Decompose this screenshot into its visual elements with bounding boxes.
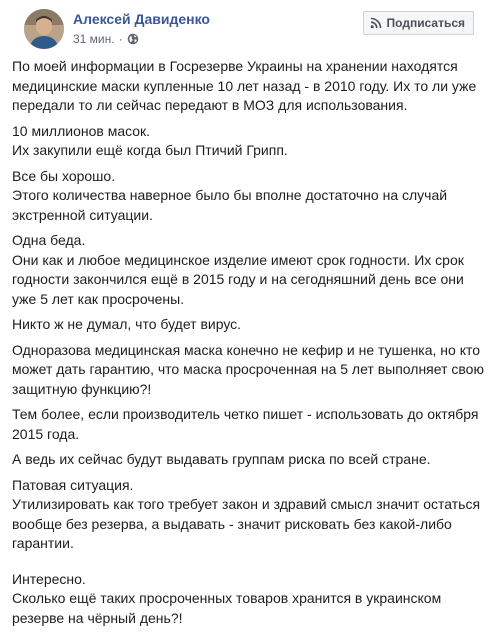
paragraph: По моей информации в Госрезерве Украины на хранении находятся медицинские маски купленные 10 лет назад - в 2010 году. Их то ли уже передали то ли сейчас передают в МОЗ для использования. xyxy=(12,58,477,113)
paragraph: Все бы хорошо. Этого количества наверное было бы вполне достаточно на случай экстренной ситуации. xyxy=(12,167,448,223)
author-name[interactable]: Алексей Давиденко xyxy=(73,11,210,27)
subscribe-button[interactable] xyxy=(363,11,474,35)
post-time[interactable]: 31 мин. xyxy=(73,32,115,46)
meta-separator: · xyxy=(118,32,123,46)
avatar[interactable] xyxy=(24,9,64,49)
paragraph: Патовая ситуация. Утилизировать как того требует закон и здравий смысл значит остаться вообще без резерва, а выдавать - значит рисковать без какой-либо гарантии. xyxy=(12,476,481,551)
post-meta xyxy=(73,32,139,46)
paragraph: Одноразова медицинская маска конечно не кефир и не тушенка, но кто может дать гарантию, что маска просроченная на 5 лет выполняет свою защитную функцию?! xyxy=(12,341,484,397)
paragraph: А ведь их сейчас будут выдавать группам риска по всей стране. xyxy=(12,451,431,467)
paragraph: 10 миллионов масок. Их закупили ещё когда был Птичий Грипп. xyxy=(12,122,288,158)
paragraph: Одна беда. Они как и любое медицинское изделие имеют срок годности. Их срок годности закончился ещё в 2015 году и на сегодняшний день все они уже 5 лет как просрочены. xyxy=(12,232,464,307)
post-header xyxy=(12,0,486,56)
globe-icon[interactable] xyxy=(127,33,139,45)
paragraph: Тем более, если производитель четко пишет - использовать до октября 2015 года. xyxy=(12,406,479,442)
rss-icon xyxy=(370,17,382,29)
paragraph: Интересно. Сколько ещё таких просроченных товаров хранится в украинском резерве на чёрный день?! xyxy=(12,570,442,626)
paragraph: Никто ж не думал, что будет вирус. xyxy=(12,316,242,332)
post-text xyxy=(12,57,488,634)
subscribe-label: Подписаться xyxy=(386,16,465,30)
